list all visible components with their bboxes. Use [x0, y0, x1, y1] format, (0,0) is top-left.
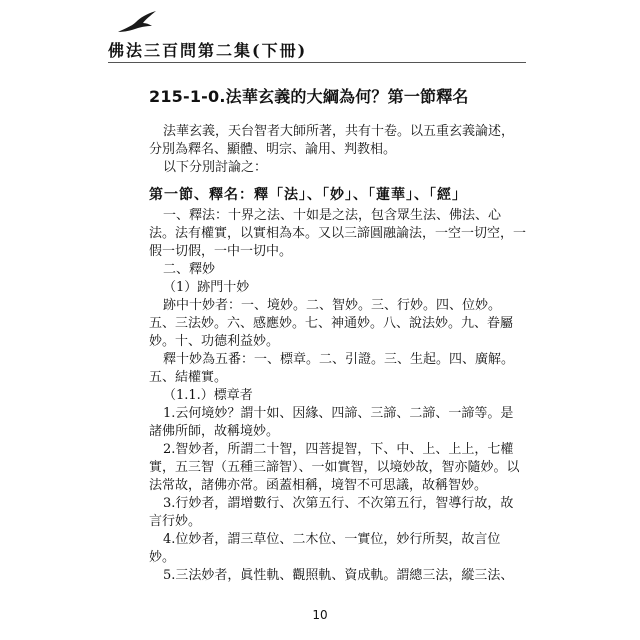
text-line: 妙。: [149, 550, 176, 565]
text-line: 跡中十妙者：一、境妙。二、智妙。三、行妙。四、位妙。: [163, 298, 502, 313]
chapter-heading: 第一節、釋名：釋「法」、「妙」、「蓮華」、「經」: [149, 187, 467, 203]
text-line: 5.三法妙者，眞性軌、觀照軌、資成軌。謂總三法，縱三法、: [163, 568, 514, 583]
text-line: 3.行妙者，謂增數行、次第五行、不次第五行，智導行故，故: [163, 496, 514, 511]
text-line: 一、釋法：十界之法、十如是之法，包含眾生法、佛法、心: [163, 208, 502, 223]
text-line: （1）跡門十妙: [163, 280, 250, 295]
section-heading: 215-1-0.法華玄義的大綱為何？第一節釋名: [149, 87, 469, 106]
text-line: 分別為釋名、顯體、明宗、論用、判教相。: [149, 142, 397, 157]
bird-logo-icon: [116, 10, 158, 36]
book-title: 佛法三百問第二集(下冊): [108, 41, 308, 60]
text-line: 實，五三智（五種三諦智）、一如實智，以境妙故，智亦隨妙。以: [149, 460, 520, 475]
text-line: 法常故，諸佛亦常。函蓋相稱，境智不可思議，故稱智妙。: [149, 478, 488, 493]
text-line: 法華玄義，天台智者大師所著，共有十卷。以五重玄義論述，: [163, 124, 515, 139]
text-line: 假一切假，一中一切中。: [149, 244, 293, 259]
text-line: 諸佛所師，故稱境妙。: [149, 424, 280, 439]
text-line: 二、釋妙: [163, 262, 216, 277]
header-divider: [108, 62, 526, 63]
text-line: （1.1.）標章者: [163, 388, 253, 403]
page-number: 10: [312, 608, 328, 622]
text-line: 言行妙。: [149, 514, 202, 529]
text-line: 1.云何境妙？謂十如、因緣、四諦、三諦、二諦、一諦等。是: [163, 406, 514, 421]
text-line: 以下分別討論之：: [163, 160, 268, 175]
text-line: 法。法有權實，以實相為本。又以三諦圓融論法，一空一切空，一: [149, 226, 527, 241]
text-line: 五、結權實。: [149, 370, 228, 385]
text-line: 釋十妙為五番：一、標章。二、引證。三、生起。四、廣解。: [163, 352, 515, 367]
text-line: 4.位妙者，謂三草位、二木位、一實位，妙行所契，故言位: [163, 532, 501, 547]
text-line: 2.智妙者，所謂二十智，四菩提智，下、中、上、上上，七權: [163, 442, 514, 457]
text-line: 妙。十、功德利益妙。: [149, 334, 280, 349]
text-line: 五、三法妙。六、感應妙。七、神通妙。八、說法妙。九、眷屬: [149, 316, 514, 331]
